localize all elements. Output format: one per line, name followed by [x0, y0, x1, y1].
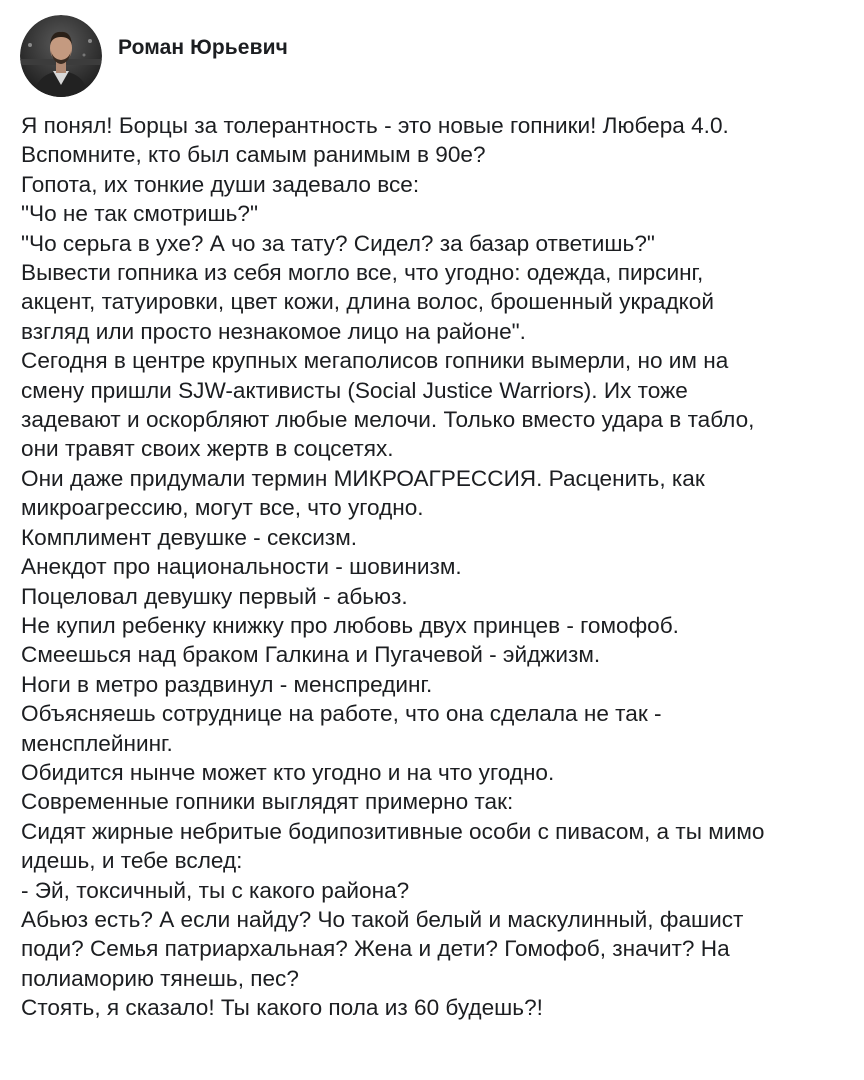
post-text-line: Ноги в метро раздвинул - менспрединг.: [21, 671, 433, 697]
post-text-line: Смеешься над браком Галкина и Пугачевой - эйджизм.: [21, 642, 601, 668]
post-text-line: они травят своих жертв в соцсетях.: [21, 436, 394, 462]
post-text-line: поди? Семья патриархальная? Жена и дети? Гомофоб, значит? На: [21, 936, 730, 962]
post-text-line: микроагрессию, могут все, что угодно.: [21, 495, 424, 521]
author-name[interactable]: Роман Юрьевич: [118, 36, 288, 59]
post-text-line: Стоять, я сказало! Ты какого пола из 60 будешь?!: [21, 995, 543, 1021]
post-text: [21, 111, 857, 1023]
post-text-line: идешь, и тебе вслед:: [21, 848, 243, 874]
post-text-line: "Чо серьга в ухе? А чо за тату? Сидел? за базар ответишь?": [21, 230, 655, 256]
post-text-line: задевают и оскорбляют любые мелочи. Только вместо удара в табло,: [21, 407, 755, 433]
post-text-line: взгляд или просто незнакомое лицо на районе".: [21, 318, 526, 344]
post-text-line: Комплимент девушке - сексизм.: [21, 524, 358, 550]
post-text-line: менсплейнинг.: [21, 730, 173, 756]
post-text-line: Вывести гопника из себя могло все, что угодно: одежда, пирсинг,: [21, 260, 704, 286]
post-text-line: Анекдот про национальности - шовинизм.: [21, 554, 462, 580]
post-text-line: "Чо не так смотришь?": [21, 201, 258, 227]
post-text-line: Сегодня в центре крупных мегаполисов гопники вымерли, но им на: [21, 348, 729, 374]
post-text-line: Поцеловал девушку первый - абьюз.: [21, 583, 408, 609]
post-text-line: Объясняешь сотруднице на работе, что она сделала не так -: [21, 701, 662, 727]
post-text-line: Обидится нынче может кто угодно и на что угодно.: [21, 759, 555, 785]
post-text-line: акцент, татуировки, цвет кожи, длина волос, брошенный украдкой: [21, 289, 714, 315]
post-header: [20, 14, 288, 98]
post-text-line: Не купил ребенку книжку про любовь двух принцев - гомофоб.: [21, 612, 679, 638]
post-text-line: Гопота, их тонкие души задевало все:: [21, 171, 420, 197]
post-text-line: полиаморию тянешь, пес?: [21, 965, 299, 991]
post-text-line: Я понял! Борцы за толерантность - это новые гопники! Люберa 4.0.: [21, 113, 729, 138]
post-text-line: Вспомните, кто был самым ранимым в 90е?: [21, 142, 486, 168]
post-text-line: смену пришли SJW-активисты (Social Justice Warriors). Их тоже: [21, 377, 688, 403]
post-text-line: Современные гопники выглядят примерно так:: [21, 789, 514, 815]
post-text-line: Они даже придумали термин МИКРОАГРЕССИЯ. Расценить, как: [21, 465, 705, 491]
post-text-line: Абьюз есть? А если найду? Чо такой белый и маскулинный, фашист: [21, 906, 744, 932]
post-text-line: Сидят жирные небритые бодипозитивные особи с пивасом, а ты мимо: [21, 818, 765, 844]
post-text-line: - Эй, токсичный, ты с какого района?: [21, 877, 410, 903]
avatar[interactable]: [20, 15, 102, 97]
